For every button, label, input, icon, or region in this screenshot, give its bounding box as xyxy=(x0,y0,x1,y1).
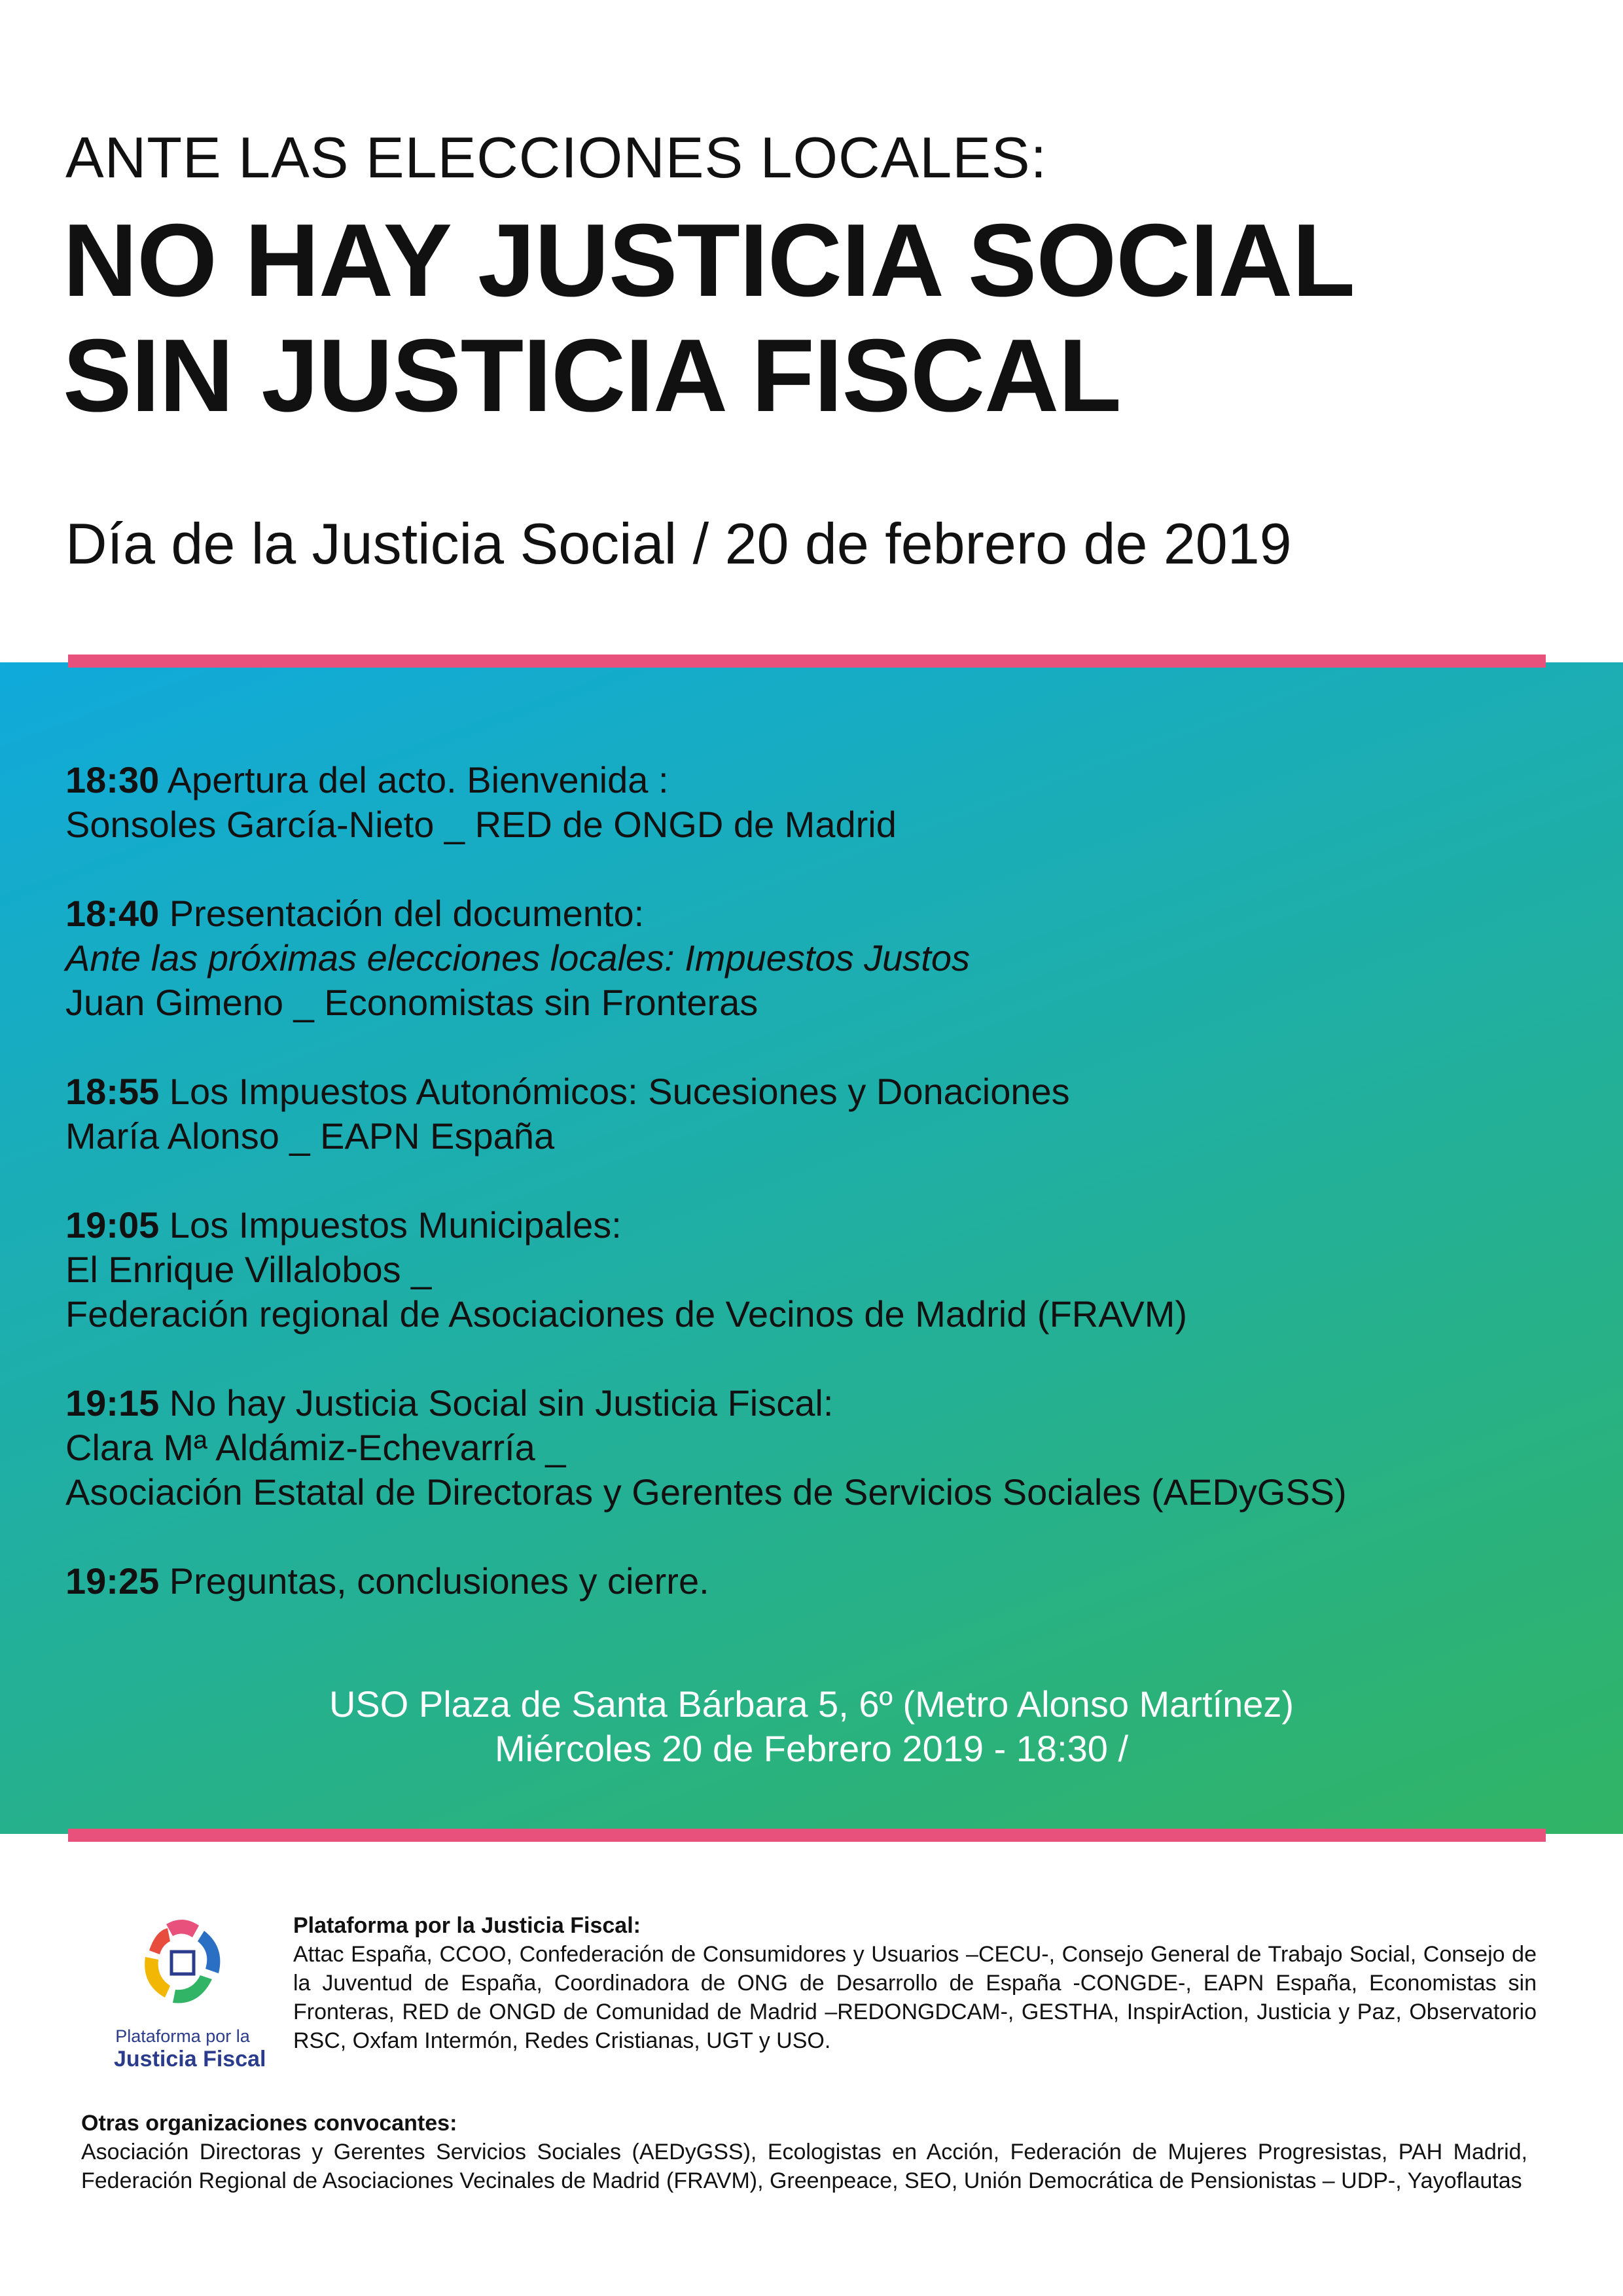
others-heading: Otras organizaciones convocantes: xyxy=(81,2111,457,2136)
agenda-item xyxy=(65,1559,1558,1604)
agenda-speaker: Clara Mª Aldámiz-Echevarría _ xyxy=(65,1427,566,1468)
agenda-time: 19:05 xyxy=(65,1204,160,1246)
subtitle: Día de la Justicia Social / 20 de febrero de 2019 xyxy=(65,511,1292,576)
agenda-item xyxy=(65,758,1558,847)
agenda-time: 18:55 xyxy=(65,1071,160,1112)
venue-datetime: Miércoles 20 de Febrero 2019 - 18:30 / xyxy=(494,1728,1129,1769)
agenda-speaker: Juan Gimeno _ Economistas sin Fronteras xyxy=(65,982,758,1023)
venue xyxy=(0,1682,1623,1771)
agenda-organization: Asociación Estatal de Directoras y Gerentes de Servicios Sociales (AEDyGSS) xyxy=(65,1471,1347,1513)
logo-text-small: Plataforma por la xyxy=(115,2026,250,2046)
platform-logo xyxy=(114,1911,266,2072)
agenda-item xyxy=(65,891,1558,1025)
agenda-time: 18:40 xyxy=(65,893,160,934)
logo-text-big: Justicia Fiscal xyxy=(114,2047,266,2072)
agenda-title: Preguntas, conclusiones y cierre. xyxy=(159,1560,709,1602)
others-body: Asociación Directoras y Gerentes Servicios Sociales (AEDyGSS), Ecologistas en Acción, Federación de Mujeres Progresistas, PAH Madrid, Federación Regional de Asociaciones Vecinales de Madrid (FRAVM), Greenpeace, SEO, Unión Democrática de Pensionistas – UDP-, Yayoflautas xyxy=(81,2140,1527,2193)
platform-heading: Plataforma por la Justicia Fiscal: xyxy=(293,1913,641,1938)
agenda-time: 18:30 xyxy=(65,759,160,800)
main-title-line-1: NO HAY JUSTICIA SOCIAL xyxy=(63,203,1355,318)
agenda-title: Los Impuestos Autonómicos: Sucesiones y Donaciones xyxy=(159,1071,1070,1112)
agenda-speaker: Sonsoles García-Nieto _ RED de ONGD de Madrid xyxy=(65,804,897,845)
agenda-title: Apertura del acto. Bienvenida : xyxy=(159,759,669,800)
agenda-item xyxy=(65,1381,1558,1515)
venue-address: USO Plaza de Santa Bárbara 5, 6º (Metro Alonso Martínez) xyxy=(329,1683,1294,1725)
agenda-title: Los Impuestos Municipales: xyxy=(159,1204,622,1246)
agenda-title: No hay Justicia Social sin Justicia Fiscal: xyxy=(159,1382,834,1424)
bottom-accent-line xyxy=(68,1829,1546,1842)
main-title-line-2: SIN JUSTICIA FISCAL xyxy=(63,318,1121,433)
agenda-speaker: María Alonso _ EAPN España xyxy=(65,1115,555,1157)
joined-hands-logo-icon xyxy=(127,1911,238,2016)
platform-body: Attac España, CCOO, Confederación de Consumidores y Usuarios –CECU-, Consejo General de Trabajo Social, Consejo de la Juventud de España, Coordinadora de ONG de Desarrollo de España -CONGDE-, EAPN España, Economistas sin Fronteras, RED de ONGD de Comunidad de Madrid –REDONGDCAM-, GESTHA, InspirAction, Justicia y Paz, Observatorio RSC, Oxfam Intermón, Redes Cristianas, UGT y USO. xyxy=(293,1942,1537,2053)
main-title xyxy=(63,203,1355,433)
agenda-organization: Federación regional de Asociaciones de Vecinos de Madrid (FRAVM) xyxy=(65,1293,1188,1335)
agenda-document-title: Ante las próximas elecciones locales: Impuestos Justos xyxy=(65,937,970,978)
agenda-time: 19:15 xyxy=(65,1382,160,1424)
agenda xyxy=(65,758,1558,1648)
agenda-item xyxy=(65,1069,1558,1158)
top-accent-line xyxy=(68,655,1546,668)
agenda-title: Presentación del documento: xyxy=(159,893,645,934)
agenda-speaker: El Enrique Villalobos _ xyxy=(65,1249,432,1290)
agenda-time: 19:25 xyxy=(65,1560,160,1602)
pre-title: ANTE LAS ELECCIONES LOCALES: xyxy=(65,125,1048,190)
platform-members xyxy=(293,1911,1537,2055)
other-organizations xyxy=(81,2109,1527,2195)
agenda-item xyxy=(65,1203,1558,1336)
